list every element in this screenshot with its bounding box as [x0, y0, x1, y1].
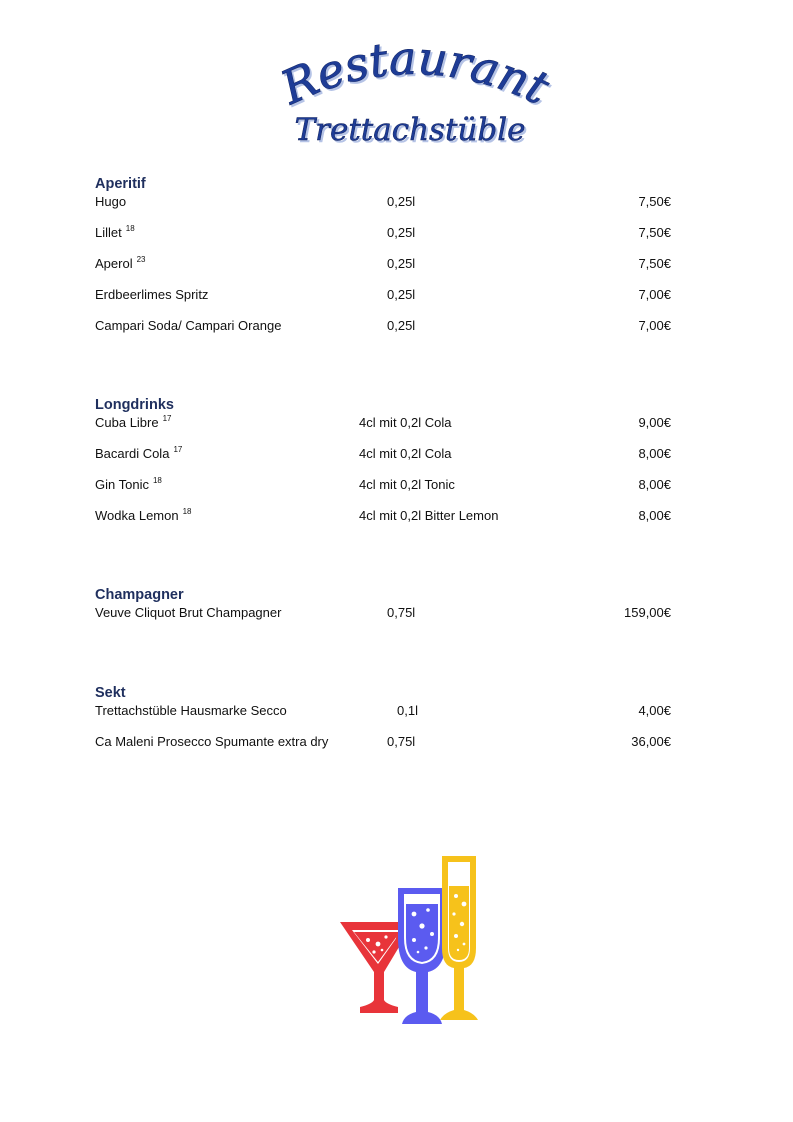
item-size: 4cl mit 0,2l Cola — [359, 446, 452, 461]
menu-item — [95, 224, 675, 255]
restaurant-title: Restaurant — [273, 40, 558, 116]
item-name: Campari Soda/ Campari Orange — [95, 318, 282, 333]
item-size: 0,25l — [387, 256, 416, 271]
item-size: 4cl mit 0,2l Cola — [359, 415, 452, 430]
item-price: 7,50€ — [638, 225, 671, 240]
item-price: 4,00€ — [638, 703, 671, 718]
allergen-note: 17 — [162, 414, 172, 423]
item-size: 0,25l — [387, 194, 416, 209]
section-aperitif — [95, 175, 675, 348]
item-name: Trettachstüble Hausmarke Secco — [95, 703, 287, 718]
menu-item — [95, 445, 675, 476]
item-price: 7,50€ — [638, 256, 671, 271]
menu-item — [95, 414, 675, 445]
menu-item — [95, 286, 675, 317]
wine-glass-icon — [398, 888, 446, 1024]
restaurant-header — [0, 40, 793, 160]
item-price: 159,00€ — [624, 605, 671, 620]
item-size: 4cl mit 0,2l Tonic — [359, 477, 455, 492]
section-title: Champagner — [95, 587, 184, 603]
item-name: Ca Maleni Prosecco Spumante extra dry — [95, 734, 329, 749]
item-size: 0,1l — [397, 703, 418, 718]
menu-item — [95, 476, 675, 507]
item-price: 8,00€ — [638, 477, 671, 492]
section-title: Aperitif — [95, 176, 146, 192]
allergen-note: 18 — [152, 476, 162, 485]
champagne-flute-icon — [440, 856, 478, 1020]
allergen-note: 17 — [173, 445, 183, 454]
item-name: Wodka Lemon — [95, 508, 179, 523]
item-name: Gin Tonic — [95, 477, 149, 492]
item-size: 0,25l — [387, 318, 416, 333]
item-size: 0,75l — [387, 605, 416, 620]
menu-item — [95, 507, 675, 538]
item-price: 7,00€ — [638, 318, 671, 333]
item-name: Veuve Cliquot Brut Champagner — [95, 605, 282, 620]
menu-item — [95, 702, 675, 733]
item-name: Hugo — [95, 194, 127, 209]
item-name: Erdbeerlimes Spritz — [95, 287, 209, 302]
menu-item — [95, 604, 675, 635]
menu-item — [95, 733, 675, 764]
section-title: Longdrinks — [95, 397, 174, 413]
item-name: Bacardi Cola — [95, 446, 170, 461]
item-price: 8,00€ — [638, 508, 671, 523]
item-size: 0,25l — [387, 225, 416, 240]
menu-item — [95, 317, 675, 348]
menu-item — [95, 193, 675, 224]
item-price: 36,00€ — [631, 734, 671, 749]
section-champagner — [95, 586, 675, 635]
item-name: Lillet — [95, 225, 122, 240]
menu-item — [95, 255, 675, 286]
section-sekt — [95, 684, 675, 764]
item-price: 8,00€ — [638, 446, 671, 461]
allergen-note: 23 — [136, 255, 146, 264]
item-price: 7,50€ — [638, 194, 671, 209]
item-name: Cuba Libre — [95, 415, 159, 430]
cocktail-glasses-icon — [338, 852, 480, 1032]
section-title: Sekt — [95, 685, 126, 701]
item-size: 0,25l — [387, 287, 416, 302]
allergen-note: 18 — [125, 224, 135, 233]
item-name: Aperol — [95, 256, 133, 271]
restaurant-subtitle: Trettachstüble — [294, 112, 526, 148]
item-size: 0,75l — [387, 734, 416, 749]
section-longdrinks — [95, 396, 675, 538]
item-price: 7,00€ — [638, 287, 671, 302]
item-size: 4cl mit 0,2l Bitter Lemon — [359, 508, 499, 523]
item-price: 9,00€ — [638, 415, 671, 430]
allergen-note: 18 — [182, 507, 192, 516]
